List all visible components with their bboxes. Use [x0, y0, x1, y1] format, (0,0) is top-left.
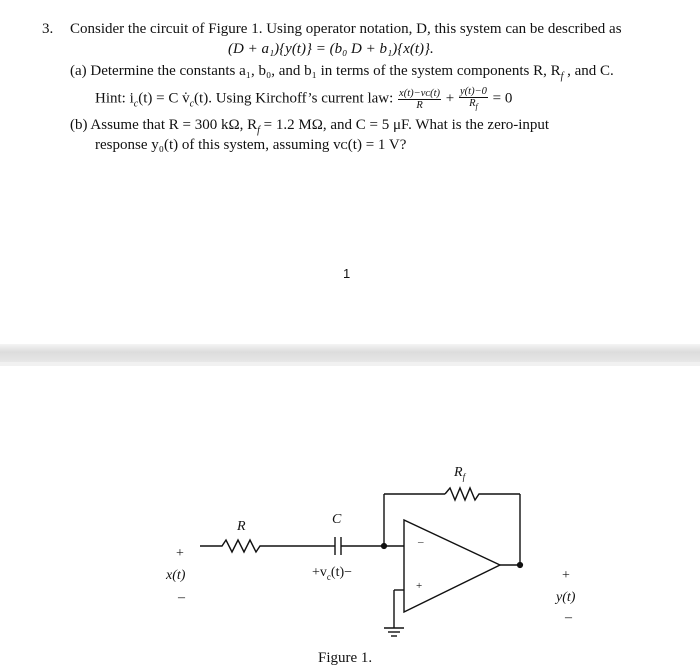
label-y-minus: – — [565, 610, 572, 625]
label-y: y(t) — [556, 590, 576, 605]
label-y-plus: + — [562, 568, 570, 583]
op-amp — [404, 520, 500, 612]
page-number: 1 — [343, 266, 351, 281]
label-x: x(t) — [166, 568, 186, 583]
label-rf: $R_f$ — [454, 465, 466, 482]
label-x-minus: – — [178, 590, 185, 605]
label-x-plus: + — [176, 546, 184, 561]
ground-symbol — [384, 628, 404, 636]
part-a-text: (a) Determine the constants a₁, b₀, and b₁ in terms of the system components R, $R_f$ , and C. — [70, 63, 614, 82]
kcl-fraction-2: $\frac{y(t)-0}{R_f}$ — [460, 86, 487, 112]
kcl-fraction-1: $\frac{\text{x(t)−vᴄ(t)}}{R}$ — [399, 87, 441, 111]
label-vc: $+v_c(t)-$ — [312, 565, 353, 582]
part-b-line-1: (b) Assume that R = 300 kΩ, $R_f = 1.2$ MΩ, and C = 5 μF. What is the zero-input — [70, 117, 550, 136]
problem-number: 3. — [42, 21, 54, 37]
label-c: C — [332, 512, 342, 527]
figure-caption: Figure 1. — [318, 650, 373, 666]
opamp-minus-label: – — [418, 536, 424, 548]
label-r: R — [237, 519, 246, 534]
hint-line: Hint: $i_c(t) = C$ $v̇_c(t)$. Using Kirchoff’s current law: $\frac{\text{x(t)−vᴄ(t)}}{R}$ + $\frac{y(t)-0}{R_f}$ = 0 — [95, 86, 513, 112]
resistor-r — [200, 540, 330, 552]
resistor-rf — [445, 488, 520, 500]
opamp-plus-label: + — [416, 580, 423, 592]
part-b-line-2: response y₀(t) of this system, assuming vᴄ(t) = 1 V? — [95, 137, 407, 153]
operator-equation: (D + a₁){y(t)} = (b₀ D + b₁){x(t)}. — [228, 41, 434, 57]
problem-intro: Consider the circuit of Figure 1. Using operator notation, D, this system can be described as — [70, 21, 622, 37]
